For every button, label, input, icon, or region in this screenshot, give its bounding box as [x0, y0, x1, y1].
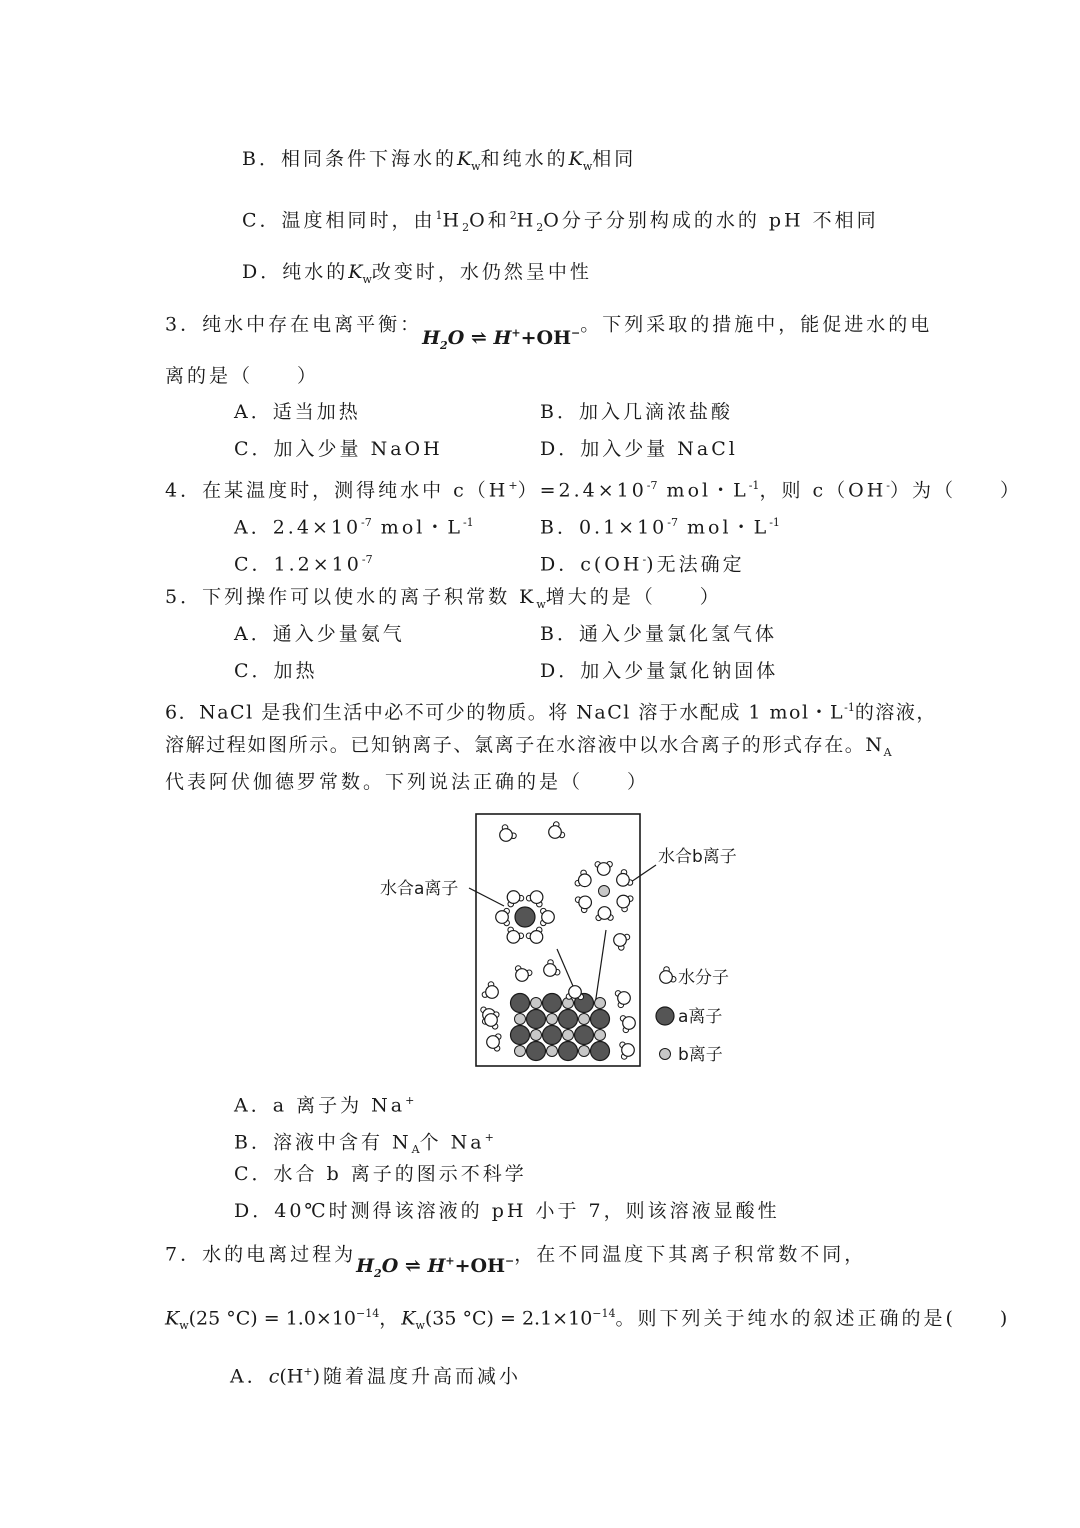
water-molecule [544, 960, 560, 977]
lattice-a-ion [591, 1042, 610, 1061]
q5-option-c: C．加热 [234, 660, 318, 682]
pointer-line-a [469, 888, 504, 906]
q3-option-a: A．适当加热 [234, 401, 361, 423]
water-oxygen [598, 907, 611, 920]
lattice-b-ion [595, 1030, 606, 1041]
lattice-b-ion [547, 1014, 558, 1025]
q4-option-d: D．c(OH-)无法确定 [540, 553, 745, 576]
water-oxygen [516, 969, 529, 982]
lattice-b-ion [531, 1030, 542, 1041]
q3-option-b: B．加入几滴浓盐酸 [540, 401, 733, 423]
lattice-b-ion [531, 998, 542, 1009]
water-molecule [575, 896, 591, 913]
lattice-a-ion [511, 1026, 530, 1045]
q3-equation: $H_2O$ ⇌ H++OH− [422, 327, 581, 353]
legend-water-icon [660, 967, 676, 984]
water-molecule [617, 870, 633, 887]
lattice-b-ion [547, 1046, 558, 1057]
water-molecule [549, 822, 565, 838]
q5-option-b: B．通入少量氯化氢气体 [540, 623, 777, 645]
water-molecule [496, 908, 510, 925]
water-molecule [620, 1016, 635, 1033]
water-oxygen [614, 934, 627, 947]
water-oxygen [617, 895, 630, 908]
q7-equation: $H_2O$ ⇌ H++OH− [356, 1255, 515, 1281]
lattice-a-ion [575, 1026, 594, 1045]
q2-option-c: C．温度相同时，由$^1H_2O$和$^2H_2O$分子分别构成的水的 pH 不相同 [242, 209, 879, 235]
water-oxygen [623, 1017, 636, 1030]
legend-water-label: 水分子 [678, 968, 729, 988]
water-molecule [526, 927, 543, 943]
legend [656, 967, 729, 1065]
water-molecule [507, 891, 524, 907]
q7-kw-values: $K_w(25$ $^\circ C) = 1.0\times 10^{-14}$，$K_w(35$ $^\circ C) = 2.1\times 10^{-14}$。则下列关于纯水的叙述正确的是( ) [165, 1307, 1011, 1333]
water-oxygen [549, 826, 562, 839]
label-hydrated-a: 水合a离子 [380, 879, 459, 899]
q7-option-a: A．c(H+)随着温度升高而减小 [230, 1365, 522, 1388]
q6-option-c: C．水合 b 离子的图示不科学 [234, 1163, 527, 1185]
q6-option-a: A．a 离子为 Na+ [234, 1094, 415, 1117]
water-oxygen [500, 829, 513, 842]
q5-option-a: A．通入少量氨气 [234, 623, 405, 645]
legend-a-ion-icon [656, 1007, 674, 1025]
q7-stem: 7．水的电离过程为$H_2O$ ⇌ H++OH−，在不同温度下其离子积常数不同， [165, 1243, 867, 1281]
water-molecule [615, 991, 630, 1008]
q6-option-b: B．溶液中含有 $N_A$个 Na+ [234, 1131, 494, 1157]
q2-option-d: D．纯水的$K_w$改变时，水仍然呈中性 [242, 261, 592, 286]
water-oxygen [579, 896, 592, 909]
legend-b-label: b离子 [678, 1045, 723, 1065]
water-oxygen [544, 964, 557, 977]
q3-stem: 3．纯水中存在电离平衡：$H_2O$ ⇌ H++OH−。下列采取的措施中，能促进水的电 [165, 313, 933, 353]
lattice-a-ion [527, 1042, 546, 1061]
water-oxygen [660, 971, 673, 984]
q3-option-c: C．加入少量 NaOH [234, 438, 443, 460]
water-oxygen [496, 911, 509, 924]
pointer-line-d [595, 930, 606, 1005]
q3-option-d: D．加入少量 NaCl [540, 438, 738, 460]
q4-stem: 4．在某温度时，测得纯水中 $c(H^+)=2.4\times 10^{-7}$ mol・$L^{-1}$，则 c（OH-）为（ ） [165, 479, 1022, 502]
q2-option-b: B．相同条件下海水的$K_w$和纯水的$K_w$相同 [242, 148, 637, 173]
water-molecule [526, 891, 543, 907]
water-molecule [575, 870, 591, 887]
lattice-b-ion [595, 998, 606, 1009]
water-molecule [482, 982, 498, 999]
water-oxygen [486, 986, 499, 999]
q5-stem: 5．下列操作可以使水的离子积常数 $K_w$增大的是（ ） [165, 586, 722, 611]
a-ion [515, 907, 535, 927]
water-molecule [507, 927, 524, 943]
q6-stem-line3: 代表阿伏伽德罗常数。下列说法正确的是（ ） [165, 771, 650, 793]
nacl-dissolution-diagram [370, 810, 760, 1072]
water-molecule [515, 966, 532, 982]
q6-stem-line2: 溶解过程如图所示。已知钠离子、氯离子在水溶液中以水合离子的形式存在。$N_A$ [165, 734, 892, 759]
water-oxygen [485, 1014, 498, 1027]
lattice-b-ion [563, 1030, 574, 1041]
lattice-a-ion [511, 994, 530, 1013]
lattice-a-ion [543, 994, 562, 1013]
lattice-a-ion [559, 1010, 578, 1029]
label-hydrated-b: 水合b离子 [658, 847, 737, 867]
water-oxygen [578, 874, 591, 887]
water-molecule [566, 986, 583, 1000]
water-molecule [620, 1042, 635, 1059]
water-oxygen [487, 1036, 500, 1049]
lattice-a-ion [591, 1010, 610, 1029]
molecule-layer [481, 822, 636, 1061]
q4-option-c: C．$1.2\times 10^{-7}$ [234, 553, 373, 576]
water-molecule [614, 934, 630, 950]
water-oxygen [617, 874, 630, 887]
water-oxygen [569, 986, 582, 999]
q6-option-d: D．40℃时测得该溶液的 pH 小于 7，则该溶液显酸性 [234, 1200, 780, 1222]
water-oxygen [618, 992, 631, 1005]
water-oxygen [530, 931, 543, 944]
lattice-b-ion [515, 1046, 526, 1057]
legend-a-label: a离子 [678, 1007, 723, 1027]
water-oxygen [530, 891, 543, 904]
q3-stem-line2: 离的是（ ） [165, 365, 320, 387]
lattice-a-ion [559, 1042, 578, 1061]
q5-option-d: D．加入少量氯化钠固体 [540, 660, 779, 682]
water-oxygen [507, 891, 520, 904]
lattice-b-ion [579, 1014, 590, 1025]
water-molecule [541, 908, 555, 925]
q6-stem-line1: 6．NaCl 是我们生活中必不可少的物质。将 NaCl 溶于水配成 1 mol・$L^{-1}$的溶液， [165, 701, 937, 724]
lattice-a-ion [543, 1026, 562, 1045]
water-molecule [617, 895, 633, 911]
water-molecule [487, 1034, 501, 1051]
legend-b-ion-icon [660, 1049, 671, 1060]
water-oxygen [507, 931, 520, 944]
b-ion [599, 886, 610, 897]
water-molecule [596, 907, 613, 921]
lattice-b-ion [515, 1014, 526, 1025]
lattice-a-ion [527, 1010, 546, 1029]
q4-option-b: B．$0.1\times 10^{-7}$ mol・$L^{-1}$ [540, 516, 780, 539]
water-oxygen [622, 1044, 635, 1057]
q4-option-a: A．$2.4\times 10^{-7}$ mol・$L^{-1}$ [234, 516, 474, 539]
water-molecule [595, 861, 612, 875]
water-oxygen [597, 863, 610, 876]
water-molecule [660, 967, 676, 984]
water-oxygen [542, 911, 555, 924]
water-molecule [500, 825, 517, 842]
lattice-b-ion [579, 1046, 590, 1057]
